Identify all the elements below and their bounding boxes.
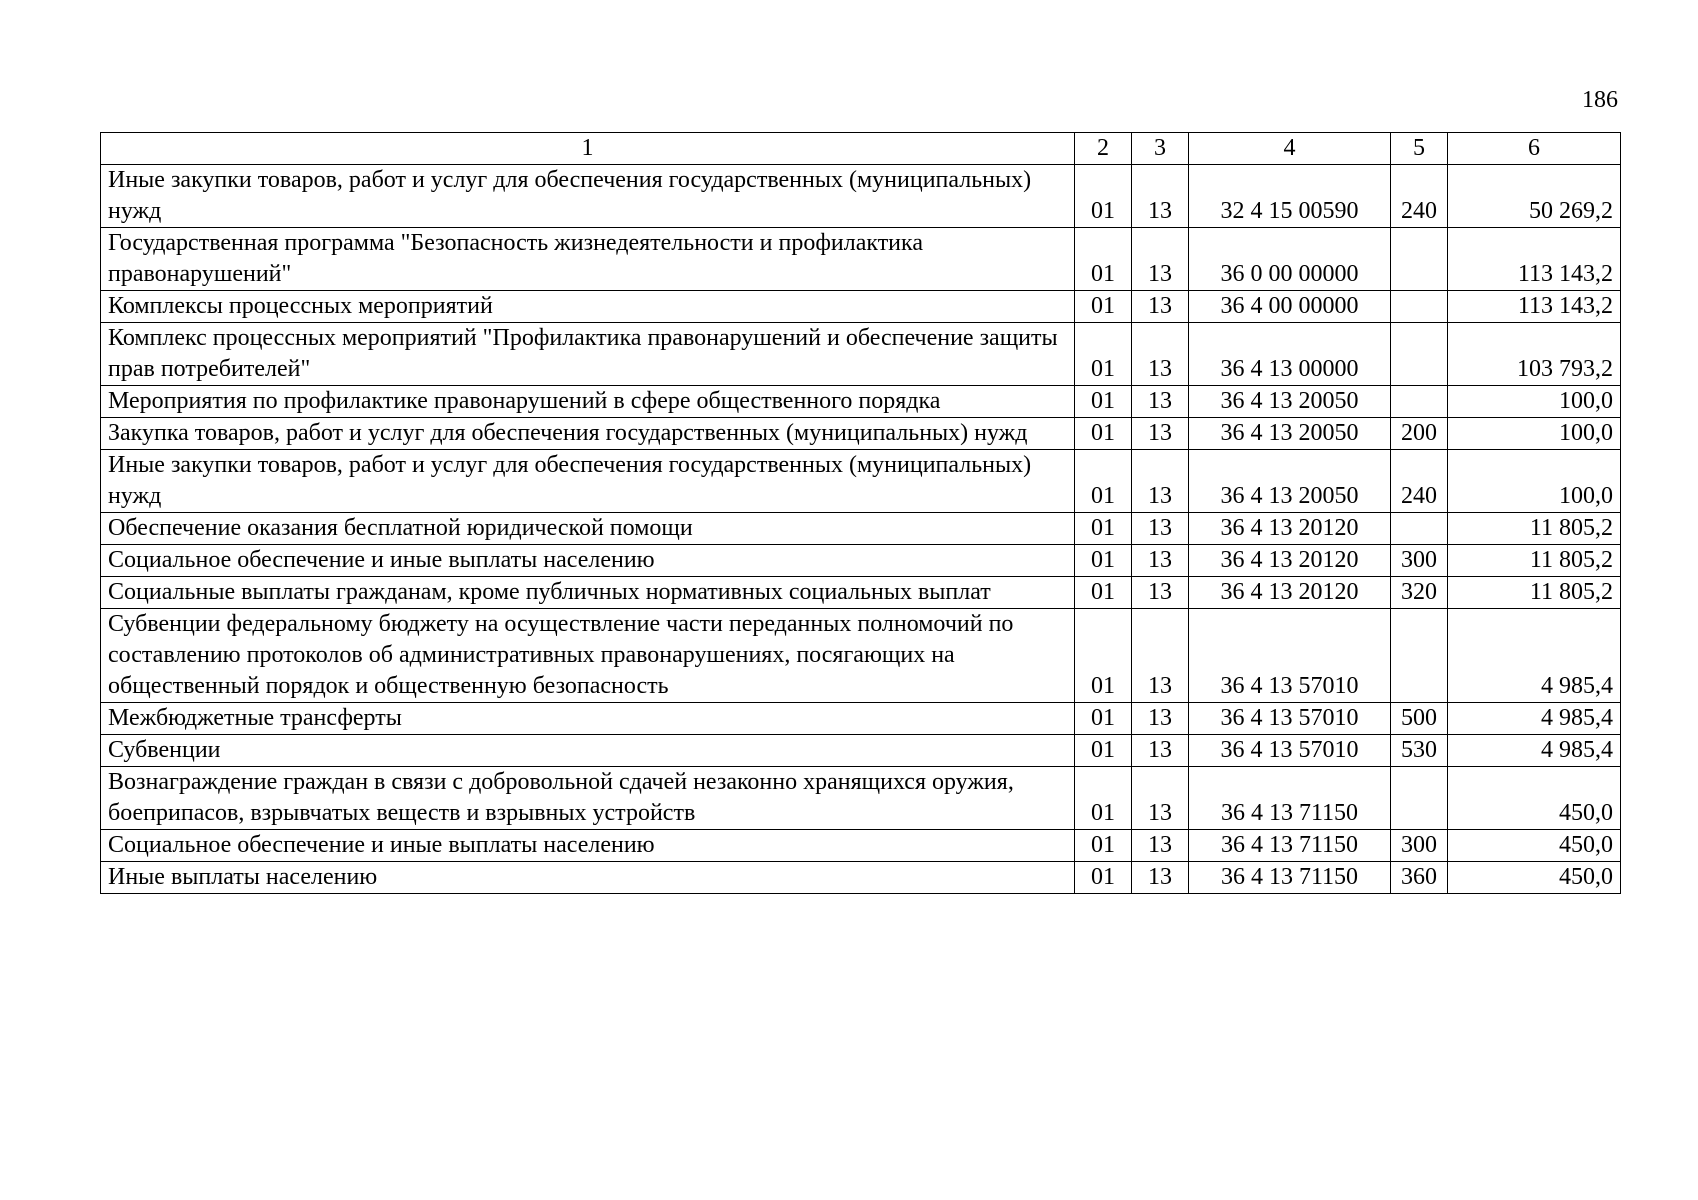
row-target-article-cell: 36 4 13 20050: [1189, 418, 1391, 450]
row-expense-type-cell: 500: [1391, 703, 1448, 735]
row-section-cell: 01: [1075, 513, 1132, 545]
row-subsection-cell: 13: [1132, 291, 1189, 323]
row-name-cell: Мероприятия по профилактике правонарушений в сфере общественного порядка: [101, 386, 1075, 418]
row-subsection-cell: 13: [1132, 323, 1189, 386]
column-header-3: 3: [1132, 133, 1189, 165]
row-amount-cell: 450,0: [1448, 767, 1621, 830]
row-subsection-cell: 13: [1132, 609, 1189, 703]
row-expense-type-cell: [1391, 609, 1448, 703]
column-header-6: 6: [1448, 133, 1621, 165]
table-row: [101, 323, 1621, 386]
budget-table: [100, 132, 1621, 894]
row-subsection-cell: 13: [1132, 165, 1189, 228]
row-subsection-cell: 13: [1132, 830, 1189, 862]
table-row: [101, 735, 1621, 767]
row-target-article-cell: 36 4 13 71150: [1189, 767, 1391, 830]
row-amount-cell: 11 805,2: [1448, 513, 1621, 545]
row-amount-cell: 50 269,2: [1448, 165, 1621, 228]
row-name-cell: Субвенции: [101, 735, 1075, 767]
table-row: [101, 165, 1621, 228]
table-row: [101, 228, 1621, 291]
row-amount-cell: 4 985,4: [1448, 703, 1621, 735]
row-expense-type-cell: 320: [1391, 577, 1448, 609]
row-section-cell: 01: [1075, 450, 1132, 513]
row-subsection-cell: 13: [1132, 735, 1189, 767]
row-target-article-cell: 36 4 13 20050: [1189, 450, 1391, 513]
row-target-article-cell: 36 4 13 20120: [1189, 577, 1391, 609]
table-row: [101, 386, 1621, 418]
row-name-cell: Закупка товаров, работ и услуг для обеспечения государственных (муниципальных) нужд: [101, 418, 1075, 450]
row-target-article-cell: 36 4 13 57010: [1189, 609, 1391, 703]
row-name-cell: Иные закупки товаров, работ и услуг для обеспечения государственных (муниципальных) нужд: [101, 450, 1075, 513]
row-section-cell: 01: [1075, 418, 1132, 450]
row-subsection-cell: 13: [1132, 513, 1189, 545]
row-section-cell: 01: [1075, 228, 1132, 291]
row-target-article-cell: 36 4 00 00000: [1189, 291, 1391, 323]
column-header-4: 4: [1189, 133, 1391, 165]
row-expense-type-cell: 240: [1391, 450, 1448, 513]
row-expense-type-cell: 530: [1391, 735, 1448, 767]
row-amount-cell: 450,0: [1448, 830, 1621, 862]
row-amount-cell: 4 985,4: [1448, 609, 1621, 703]
row-section-cell: 01: [1075, 703, 1132, 735]
row-amount-cell: 100,0: [1448, 450, 1621, 513]
row-target-article-cell: 36 4 13 57010: [1189, 703, 1391, 735]
row-subsection-cell: 13: [1132, 577, 1189, 609]
column-header-5: 5: [1391, 133, 1448, 165]
row-name-cell: Межбюджетные трансферты: [101, 703, 1075, 735]
column-header-1: 1: [101, 133, 1075, 165]
table-row: [101, 418, 1621, 450]
row-subsection-cell: 13: [1132, 703, 1189, 735]
row-expense-type-cell: 300: [1391, 830, 1448, 862]
row-section-cell: 01: [1075, 323, 1132, 386]
row-expense-type-cell: [1391, 323, 1448, 386]
row-amount-cell: 11 805,2: [1448, 577, 1621, 609]
row-section-cell: 01: [1075, 577, 1132, 609]
row-section-cell: 01: [1075, 862, 1132, 894]
row-name-cell: Социальное обеспечение и иные выплаты населению: [101, 545, 1075, 577]
row-name-cell: Вознаграждение граждан в связи с добровольной сдачей незаконно хранящихся оружия, боеприпасов, взрывчатых веществ и взрывных устройств: [101, 767, 1075, 830]
table-row: [101, 830, 1621, 862]
row-expense-type-cell: [1391, 291, 1448, 323]
row-target-article-cell: 36 4 13 20120: [1189, 513, 1391, 545]
table-row: [101, 291, 1621, 323]
column-header-2: 2: [1075, 133, 1132, 165]
row-section-cell: 01: [1075, 767, 1132, 830]
table-row: [101, 513, 1621, 545]
row-expense-type-cell: [1391, 513, 1448, 545]
row-subsection-cell: 13: [1132, 228, 1189, 291]
table-row: [101, 862, 1621, 894]
table-body: [101, 165, 1621, 894]
row-target-article-cell: 36 4 13 20050: [1189, 386, 1391, 418]
row-subsection-cell: 13: [1132, 450, 1189, 513]
row-name-cell: Субвенции федеральному бюджету на осуществление части переданных полномочий по составлению протоколов об административных правонарушениях, посягающих на общественный порядок и общественную безопасность: [101, 609, 1075, 703]
row-expense-type-cell: 300: [1391, 545, 1448, 577]
row-name-cell: Социальные выплаты гражданам, кроме публичных нормативных социальных выплат: [101, 577, 1075, 609]
table-row: [101, 609, 1621, 703]
table-row: [101, 450, 1621, 513]
row-expense-type-cell: [1391, 386, 1448, 418]
row-section-cell: 01: [1075, 830, 1132, 862]
row-subsection-cell: 13: [1132, 418, 1189, 450]
row-name-cell: Комплексы процессных мероприятий: [101, 291, 1075, 323]
row-target-article-cell: 36 4 13 00000: [1189, 323, 1391, 386]
row-section-cell: 01: [1075, 609, 1132, 703]
row-subsection-cell: 13: [1132, 767, 1189, 830]
page-number: 186: [1582, 87, 1618, 113]
row-amount-cell: 450,0: [1448, 862, 1621, 894]
row-expense-type-cell: 200: [1391, 418, 1448, 450]
row-name-cell: Иные выплаты населению: [101, 862, 1075, 894]
row-target-article-cell: 36 4 13 57010: [1189, 735, 1391, 767]
row-amount-cell: 100,0: [1448, 418, 1621, 450]
row-name-cell: Иные закупки товаров, работ и услуг для обеспечения государственных (муниципальных) нужд: [101, 165, 1075, 228]
row-expense-type-cell: 360: [1391, 862, 1448, 894]
row-target-article-cell: 36 0 00 00000: [1189, 228, 1391, 291]
row-section-cell: 01: [1075, 291, 1132, 323]
row-expense-type-cell: 240: [1391, 165, 1448, 228]
table-row: [101, 767, 1621, 830]
row-target-article-cell: 36 4 13 71150: [1189, 830, 1391, 862]
row-section-cell: 01: [1075, 386, 1132, 418]
row-amount-cell: 11 805,2: [1448, 545, 1621, 577]
row-amount-cell: 113 143,2: [1448, 228, 1621, 291]
table-row: [101, 545, 1621, 577]
row-section-cell: 01: [1075, 545, 1132, 577]
row-name-cell: Обеспечение оказания бесплатной юридической помощи: [101, 513, 1075, 545]
row-target-article-cell: 36 4 13 71150: [1189, 862, 1391, 894]
row-amount-cell: 103 793,2: [1448, 323, 1621, 386]
row-amount-cell: 4 985,4: [1448, 735, 1621, 767]
row-target-article-cell: 32 4 15 00590: [1189, 165, 1391, 228]
row-name-cell: Государственная программа "Безопасность жизнедеятельности и профилактика правонарушений": [101, 228, 1075, 291]
table-row: [101, 577, 1621, 609]
table-header-row: [101, 133, 1621, 165]
row-amount-cell: 100,0: [1448, 386, 1621, 418]
row-amount-cell: 113 143,2: [1448, 291, 1621, 323]
row-section-cell: 01: [1075, 735, 1132, 767]
row-expense-type-cell: [1391, 228, 1448, 291]
row-target-article-cell: 36 4 13 20120: [1189, 545, 1391, 577]
row-subsection-cell: 13: [1132, 386, 1189, 418]
row-subsection-cell: 13: [1132, 545, 1189, 577]
row-name-cell: Социальное обеспечение и иные выплаты населению: [101, 830, 1075, 862]
row-section-cell: 01: [1075, 165, 1132, 228]
row-name-cell: Комплекс процессных мероприятий "Профилактика правонарушений и обеспечение защиты прав потребителей": [101, 323, 1075, 386]
row-expense-type-cell: [1391, 767, 1448, 830]
row-subsection-cell: 13: [1132, 862, 1189, 894]
table-row: [101, 703, 1621, 735]
